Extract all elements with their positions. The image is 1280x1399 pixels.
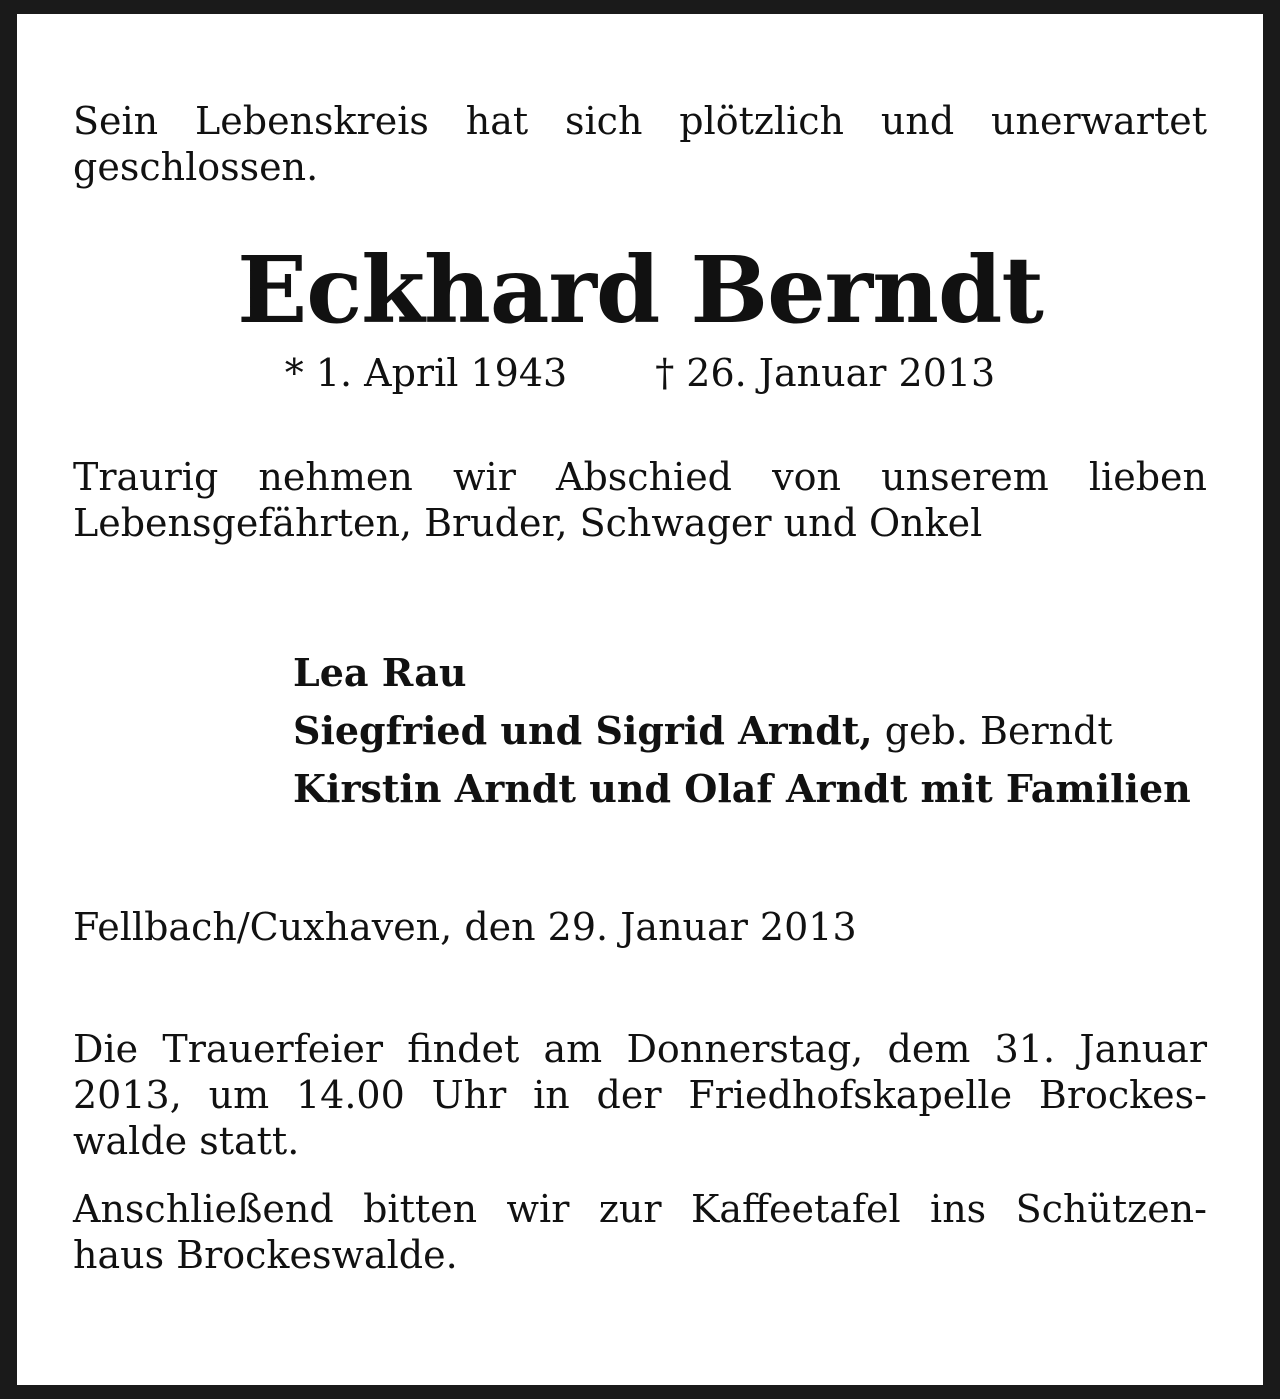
mourners-list — [293, 644, 1207, 818]
farewell-text: Traurig nehmen wir Abschied von unserem lieben Lebensgefährten, Bruder, Schwager und Onkel — [73, 455, 1207, 545]
death-date: † 26. Januar 2013 — [655, 351, 996, 395]
reception-line: Anschließend bitten wir zur Kaffeetafel ins Schützen- — [73, 1187, 1207, 1231]
mourner-name: Lea Rau — [293, 650, 467, 695]
obituary-content — [73, 98, 1207, 1278]
funeral-line: Die Trauerfeier findet am Donnerstag, dem 31. Januar — [73, 1027, 1207, 1071]
mourner-name: Kirstin Arndt und Olaf Arndt mit Familien — [293, 766, 1191, 811]
funeral-line: walde statt. — [73, 1119, 300, 1163]
mourner-line — [293, 702, 1207, 760]
mourner-line — [293, 644, 1207, 702]
life-dates — [73, 350, 1207, 396]
funeral-notice — [73, 1026, 1207, 1164]
place-and-date: Fellbach/Cuxhaven, den 29. Januar 2013 — [73, 905, 857, 949]
deceased-name: Eckhard Berndt — [237, 236, 1043, 344]
mourner-note: geb. Berndt — [872, 709, 1113, 753]
intro-text: Sein Lebenskreis hat sich plötzlich und unerwartet geschlossen. — [73, 99, 1207, 189]
reception-notice — [73, 1186, 1207, 1278]
reception-line: haus Brockeswalde. — [73, 1233, 458, 1277]
mourner-name: Siegfried und Sigrid Arndt, — [293, 708, 873, 753]
mourner-line — [293, 760, 1207, 818]
funeral-line: 2013, um 14.00 Uhr in der Friedhofskapelle Brockes- — [73, 1073, 1207, 1117]
birth-date: * 1. April 1943 — [284, 351, 568, 395]
